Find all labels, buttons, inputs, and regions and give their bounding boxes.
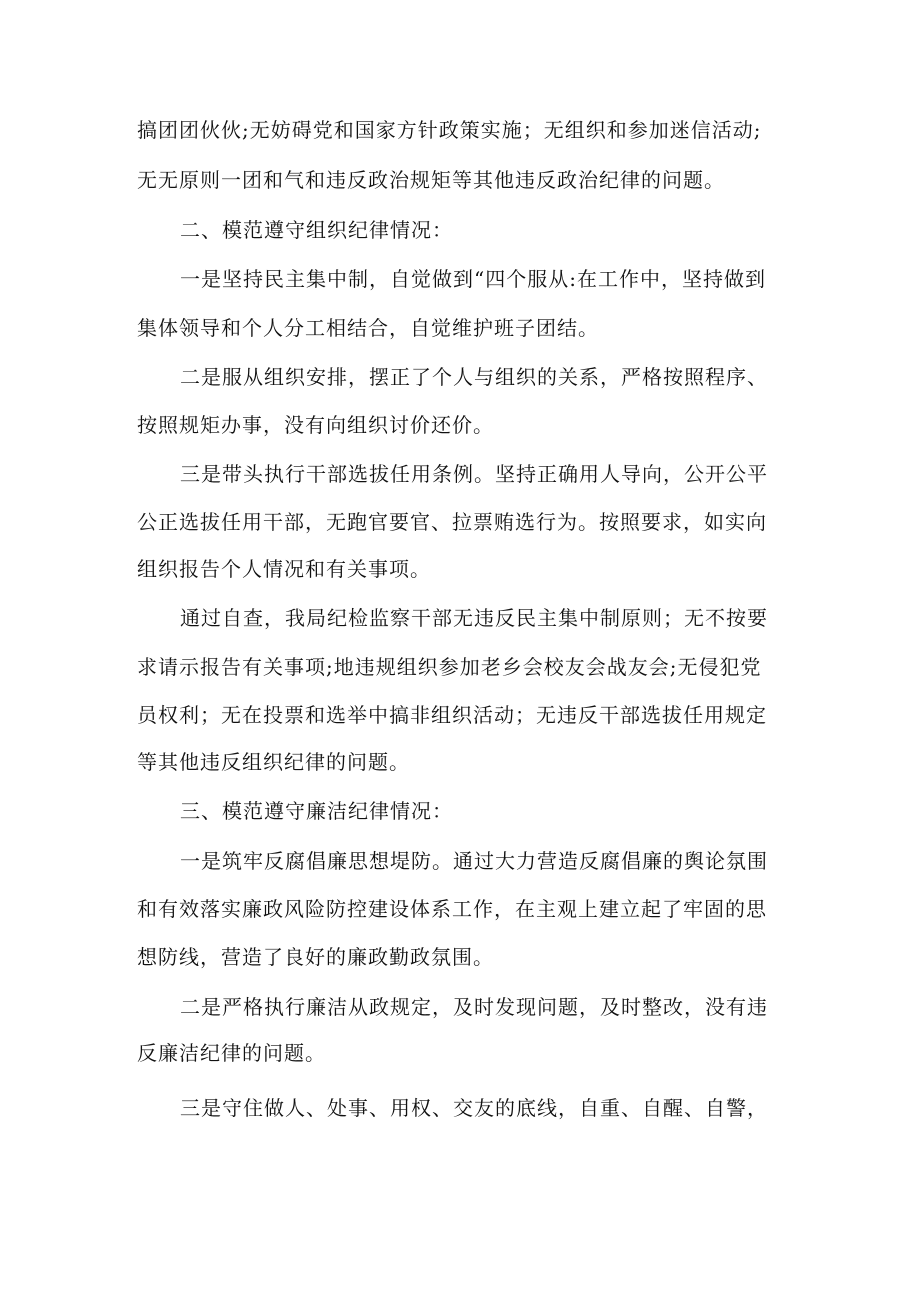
text-line: 求请示报告有关事项;地违规组织参加老乡会校友会战友会;无侵犯党	[137, 655, 762, 679]
text-line: 公正选拔任用干部，无跑官要官、拉票贿选行为。按照要求，如实向	[137, 510, 767, 534]
section-heading-organizational-discipline: 二、模范遵守组织纪律情况：	[180, 218, 453, 242]
text-line: 通过自查，我局纪检监察干部无违反民主集中制原则；无不按要	[180, 606, 768, 630]
text-line: 三是带头执行干部选拔任用条例。坚持正确用人导向，公开公平	[180, 462, 768, 486]
text-line: 反廉洁纪律的问题。	[137, 1041, 326, 1065]
text-line: 无无原则一团和气和违反政治规矩等其他违反政治纪律的问题。	[137, 168, 725, 192]
text-line: 按照规矩办事，没有向组织讨价还价。	[137, 413, 494, 437]
text-line: 员权利；无在投票和选举中搞非组织活动；无违反干部选拔任用规定	[137, 703, 767, 727]
text-line: 集体领导和个人分工相结合，自觉维护班子团结。	[137, 316, 599, 340]
text-line: 搞团团伙伙;无妨碍党和国家方针政策实施；无组织和参加迷信活动;	[137, 118, 762, 142]
text-line: 三是守住做人、处事、用权、交友的底线，自重、自醒、自警，	[180, 1096, 768, 1120]
text-line: 和有效落实廉政风险防控建设体系工作，在主观上建立起了牢固的思	[137, 897, 767, 921]
text-line: 二是服从组织安排，摆正了个人与组织的关系，严格按照程序、	[180, 365, 768, 389]
text-line: 等其他违反组织纪律的问题。	[137, 750, 410, 774]
section-heading-integrity-discipline: 三、模范遵守廉洁纪律情况：	[180, 799, 453, 823]
text-line: 一是筑牢反腐倡廉思想堤防。通过大力营造反腐倡廉的舆论氛围	[180, 849, 768, 873]
text-line: 一是坚持民主集中制，自觉做到“四个服从:在工作中，坚持做到	[180, 267, 766, 291]
text-line: 二是严格执行廉洁从政规定，及时发现问题，及时整改，没有违	[180, 995, 768, 1019]
text-line: 组织报告个人情况和有关事项。	[137, 557, 431, 581]
text-line: 想防线，营造了良好的廉政勤政氛围。	[137, 945, 494, 969]
